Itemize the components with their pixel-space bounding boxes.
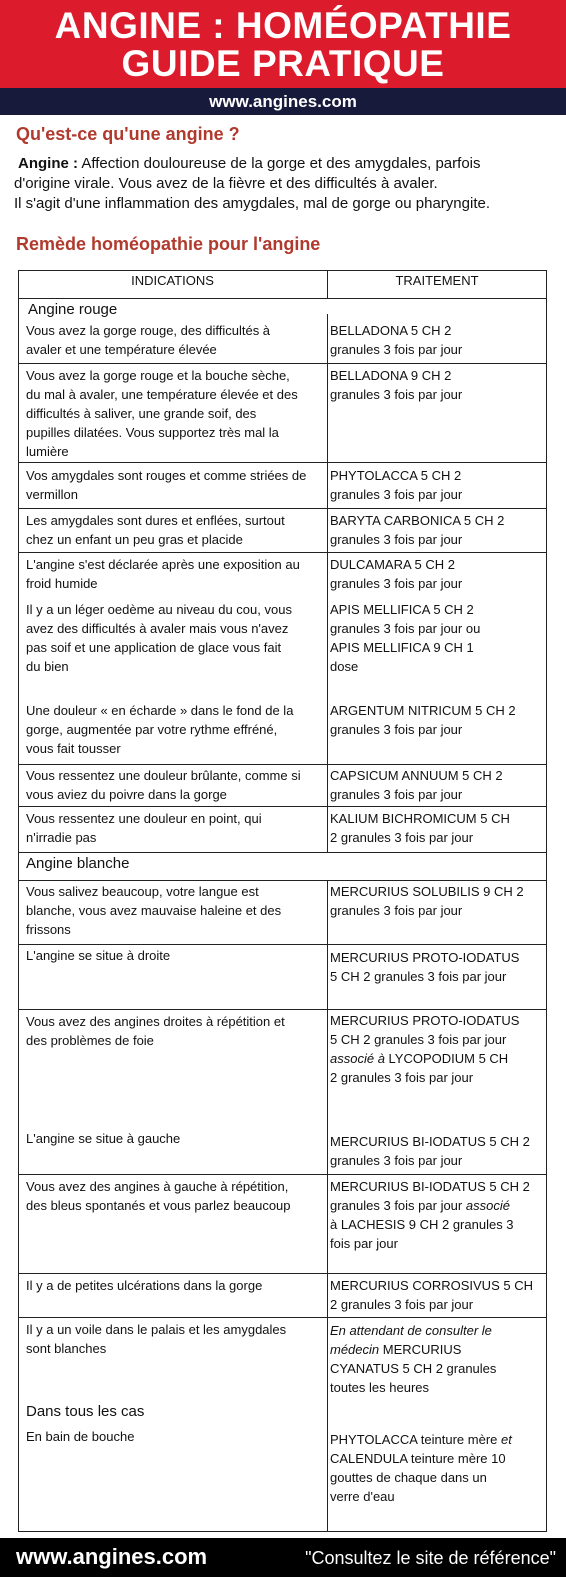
section-angine-rouge: Angine rouge	[28, 301, 118, 318]
page-title-line1: ANGINE : HOMÉOPATHIE	[54, 5, 512, 46]
treatment-cell: DULCAMARA 5 CH 2 granules 3 fois par jour	[330, 557, 463, 591]
table-border-bottom	[18, 1531, 547, 1532]
treatment-cell: MERCURIUS PROTO-IODATUS 5 CH 2 granules 3 fois par jour	[330, 950, 520, 984]
intro-line1: Affection douloureuse de la gorge et des amygdales, parfois	[78, 155, 481, 172]
indication-cell: Vous avez des angines à gauche à répétition, des bleus spontanés et vous parlez beaucoup	[26, 1179, 291, 1213]
row-divider	[18, 1317, 547, 1318]
row-divider	[18, 944, 547, 945]
treatment-cell: CAPSICUM ANNUUM 5 CH 2 granules 3 fois par jour	[330, 768, 503, 802]
indication-cell: Vous avez des angines droites à répétition et des problèmes de foie	[26, 1014, 285, 1048]
treatment-cell: BARYTA CARBONICA 5 CH 2 granules 3 fois par jour	[330, 513, 505, 547]
row-divider	[18, 552, 547, 553]
row-divider	[18, 1273, 547, 1274]
indication-cell: Il y a un voile dans le palais et les amygdales sont blanches	[26, 1322, 287, 1356]
indication-cell: Vous ressentez une douleur en point, qui n'irradie pas	[26, 811, 262, 845]
treatment-cell: MERCURIUS CORROSIVUS 5 CH 2 granules 3 fois par jour	[330, 1278, 533, 1312]
row-divider	[18, 852, 547, 853]
indication-cell: Il y a de petites ulcérations dans la gorge	[26, 1278, 263, 1293]
treatment-cell: MERCURIUS BI-IODATUS 5 CH 2 granules 3 fois par jour	[330, 1134, 530, 1168]
row-divider	[18, 764, 547, 765]
indication-cell: Vous salivez beaucoup, votre langue est blanche, vous avez mauvaise haleine et des frissons	[26, 884, 282, 937]
row-divider	[18, 508, 547, 509]
intro-paragraph	[14, 154, 562, 214]
indication-cell: L'angine se situe à gauche	[26, 1131, 181, 1146]
indication-cell: Les amygdales sont dures et enflées, surtout chez un enfant un peu gras et placide	[26, 513, 285, 547]
indication-cell: Une douleur « en écharde » dans le fond de la gorge, augmentée par votre rythme effréné, vous fait tousser	[26, 703, 294, 756]
indication-cell: L'angine se situe à droite	[26, 948, 171, 963]
table-header-rule	[18, 298, 547, 299]
table-border-left	[18, 270, 19, 1532]
footer-slogan: "Consultez le site de référence"	[305, 1548, 556, 1568]
remedy-table	[18, 270, 547, 1532]
intro-heading: Qu'est-ce qu'une angine ?	[16, 124, 240, 144]
treatment-cell: KALIUM BICHROMICUM 5 CH 2 granules 3 fois par jour	[330, 811, 510, 845]
treatment-cell: ARGENTUM NITRICUM 5 CH 2 granules 3 fois par jour	[330, 703, 516, 737]
indication-cell: Vos amygdales sont rouges et comme striées de vermillon	[26, 468, 307, 502]
table-border-right	[546, 270, 547, 1532]
indication-cell: Vous ressentez une douleur brûlante, comme si vous aviez du poivre dans la gorge	[26, 768, 301, 802]
footer-bar	[0, 1538, 566, 1577]
intro-line2: d'origine virale. Vous avez de la fièvre et des difficultés à avaler.	[14, 175, 438, 192]
treatment-cell: BELLADONA 5 CH 2 granules 3 fois par jour	[330, 323, 463, 357]
treatment-cell: MERCURIUS BI-IODATUS 5 CH 2 granules 3 fois par jour associé à LACHESIS 9 CH 2 granules 3 fois par jour	[330, 1179, 530, 1251]
row-divider	[18, 462, 547, 463]
row-divider	[18, 1174, 547, 1175]
row-divider	[18, 1009, 547, 1010]
indication-cell: En bain de bouche	[26, 1429, 135, 1444]
treatment-cell: PHYTOLACCA teinture mère et CALENDULA teinture mère 10 gouttes de chaque dans un verre d'eau	[330, 1432, 512, 1504]
intro-term: Angine :	[18, 155, 78, 172]
header-banner	[0, 0, 566, 88]
intro-line3: Il s'agit d'une inflammation des amygdales, mal de gorge ou pharyngite.	[14, 195, 491, 212]
treatment-cell: MERCURIUS PROTO-IODATUS 5 CH 2 granules 3 fois par jour associé à LYCOPODIUM 5 CH 2 granules 3 fois par jour	[330, 1013, 520, 1085]
col-header-indications: INDICATIONS	[131, 273, 214, 288]
site-url-bar[interactable]: www.angines.com	[0, 88, 566, 115]
treatment-cell: MERCURIUS SOLUBILIS 9 CH 2 granules 3 fois par jour	[330, 884, 524, 918]
indication-cell: Vous avez la gorge rouge, des difficultés à avaler et une température élevée	[26, 323, 271, 357]
row-divider	[18, 880, 547, 881]
page-title-line2: GUIDE PRATIQUE	[121, 43, 445, 84]
table-col-divider-white	[327, 880, 328, 1532]
section-angine-blanche: Angine blanche	[26, 855, 130, 872]
table-border-top	[18, 270, 547, 271]
section-dans-tous-les-cas: Dans tous les cas	[26, 1403, 145, 1420]
indication-cell: Il y a un léger oedème au niveau du cou, vous avez des difficultés à avaler mais vous n'avez pas soif et une application de glace vous fait du bien	[26, 602, 292, 674]
col-header-treatment: TRAITEMENT	[395, 273, 479, 288]
indication-cell: L'angine s'est déclarée après une exposition au froid humide	[26, 557, 300, 591]
indication-cell: Vous avez la gorge rouge et la bouche sèche, du mal à avaler, une température élevée et des difficultés à saliver, une grande soif, des pupilles dilatées. Vous supportez très mal la lumière	[26, 368, 298, 459]
row-divider	[18, 363, 547, 364]
treatment-cell: En attendant de consulter le médecin MERCURIUS CYANATUS 5 CH 2 granules toutes les heures	[330, 1323, 497, 1395]
table-col-divider-red	[327, 314, 328, 852]
treatment-cell: BELLADONA 9 CH 2 granules 3 fois par jour	[330, 368, 463, 402]
footer-site-link[interactable]: www.angines.com	[16, 1544, 208, 1569]
treatment-cell: PHYTOLACCA 5 CH 2 granules 3 fois par jour	[330, 468, 463, 502]
row-divider	[18, 806, 547, 807]
remedy-heading: Remède homéopathie pour l'angine	[16, 234, 321, 254]
treatment-cell: APIS MELLIFICA 5 CH 2 granules 3 fois par jour ou APIS MELLIFICA 9 CH 1 dose	[330, 602, 481, 674]
